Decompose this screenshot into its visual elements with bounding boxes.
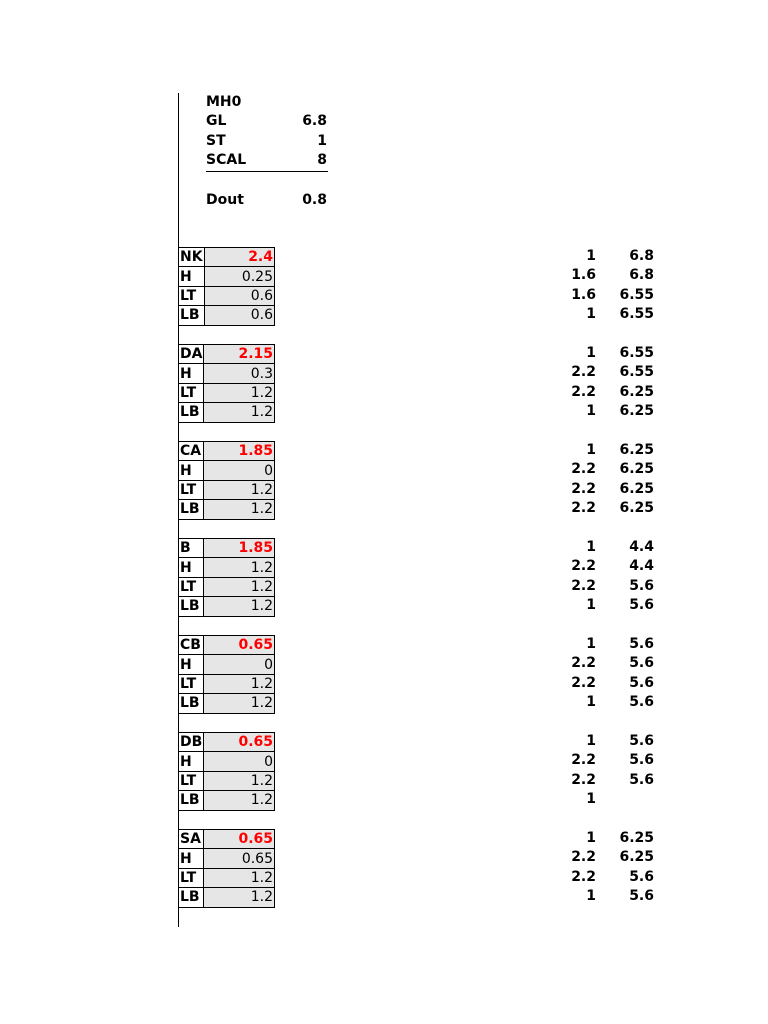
table-row: [179, 694, 275, 713]
coord-y: 5.6: [629, 636, 654, 652]
table-row: [179, 539, 275, 558]
coordinate-list: [560, 538, 656, 616]
coordinate-row: [560, 887, 656, 906]
coord-y: 6.55: [619, 306, 654, 323]
row-label: H: [179, 267, 205, 286]
value-cell[interactable]: 1.2: [204, 888, 275, 907]
row-label: H: [179, 558, 204, 577]
table-row: [179, 286, 275, 305]
value-cell[interactable]: 1.2: [204, 500, 275, 519]
row-label: LT: [179, 771, 204, 790]
value-cell[interactable]: 1.2: [204, 383, 275, 402]
row-label: LB: [179, 306, 205, 325]
coordinate-row: [560, 829, 656, 848]
coord-x: 1: [586, 306, 596, 323]
param-value: 8: [317, 152, 327, 169]
coord-x: 2.2: [571, 868, 596, 885]
coordinate-list: [560, 247, 656, 325]
table-row: [179, 364, 275, 383]
coord-y: 6.25: [619, 442, 654, 458]
table-row: [179, 733, 275, 752]
highlight-value-cell[interactable]: 2.4: [204, 248, 274, 267]
coordinate-row: [560, 654, 656, 673]
coord-y: 6.25: [619, 500, 654, 517]
coordinate-row: [560, 441, 656, 460]
coord-x: 2.2: [571, 752, 596, 769]
row-label: B: [179, 539, 204, 558]
param-value: 6.8: [302, 113, 327, 130]
coord-x: 2.2: [571, 577, 596, 594]
value-cell[interactable]: 0.3: [204, 364, 275, 383]
coord-y: 5.6: [629, 752, 654, 769]
row-label: CA: [179, 442, 204, 461]
coord-y: 5.6: [629, 888, 654, 905]
table-row: [179, 480, 275, 499]
coordinate-row: [560, 247, 656, 266]
coordinate-list: [560, 344, 656, 422]
table-row: [179, 383, 275, 402]
highlight-value-cell[interactable]: 1.85: [204, 442, 275, 461]
param-table: [178, 344, 275, 423]
coord-y: 6.25: [619, 480, 654, 497]
row-label: LT: [179, 480, 204, 499]
row-label: LT: [179, 674, 204, 693]
value-cell[interactable]: 0.25: [204, 267, 274, 286]
coordinate-list: [560, 441, 656, 519]
row-label: LB: [179, 791, 204, 810]
row-label: LT: [179, 868, 204, 887]
coordinate-row: [560, 693, 656, 712]
coordinate-row: [560, 460, 656, 479]
coordinate-row: [560, 402, 656, 421]
table-row: [179, 771, 275, 790]
coord-y: 5.6: [629, 771, 654, 788]
param-label: Dout: [206, 191, 244, 208]
param-table: [178, 732, 275, 811]
coordinate-row: [560, 557, 656, 576]
row-label: LB: [179, 403, 204, 422]
coord-x: 2.2: [571, 674, 596, 691]
value-cell[interactable]: 1.2: [204, 403, 275, 422]
coordinate-row: [560, 732, 656, 751]
coordinate-row: [560, 771, 656, 790]
coord-y: 5.6: [629, 597, 654, 614]
parameter-header: [206, 93, 328, 210]
value-cell[interactable]: 1.2: [204, 480, 275, 499]
coord-x: 2.2: [571, 849, 596, 866]
table-row: [179, 868, 275, 887]
table-row: [179, 655, 275, 674]
value-cell[interactable]: 1.2: [204, 558, 275, 577]
row-label: H: [179, 655, 204, 674]
table-row: [179, 267, 275, 286]
table-row: [179, 791, 275, 810]
coord-x: 1: [586, 345, 596, 361]
coord-y: 5.6: [629, 694, 654, 711]
coord-y: 5.6: [629, 577, 654, 594]
coordinate-row: [560, 868, 656, 887]
coordinate-row: [560, 499, 656, 518]
param-table: [178, 247, 275, 326]
coordinate-row: [560, 266, 656, 285]
row-label: NK: [180, 249, 203, 266]
coord-x: 1: [586, 694, 596, 711]
value-cell[interactable]: 1.2: [204, 868, 275, 887]
coord-x: 1: [586, 403, 596, 420]
coord-y: 4.4: [629, 558, 654, 575]
coord-x: 1: [586, 636, 596, 652]
value-cell[interactable]: 1.2: [204, 694, 275, 713]
table-row: [179, 558, 275, 577]
coordinate-row: [560, 848, 656, 867]
row-label: LT: [179, 383, 204, 402]
coord-y: 6.8: [629, 267, 654, 284]
coord-y: 6.25: [619, 830, 654, 846]
param-row-scal: [206, 151, 328, 171]
table-row: [179, 830, 275, 849]
value-cell[interactable]: 1.2: [204, 577, 275, 596]
param-value: 0.8: [302, 191, 327, 208]
coord-x: 2.2: [571, 461, 596, 478]
row-label: LB: [179, 694, 204, 713]
table-row: [179, 636, 275, 655]
coord-x: 2.2: [571, 655, 596, 672]
coordinate-row: [560, 790, 656, 809]
coord-x: 1: [586, 539, 596, 555]
coord-y: 5.6: [629, 868, 654, 885]
param-table: [178, 538, 275, 617]
coord-y: 4.4: [629, 539, 654, 555]
param-table: [178, 829, 275, 908]
coord-y: 6.25: [619, 403, 654, 420]
coord-y: 6.55: [619, 286, 654, 303]
value-cell[interactable]: 1.2: [204, 791, 275, 810]
coordinate-row: [560, 305, 656, 324]
row-label: H: [179, 849, 204, 868]
highlight-value-cell[interactable]: 0.65: [204, 733, 275, 752]
table-row: [179, 597, 275, 616]
coord-y: 6.8: [629, 248, 654, 264]
coord-y: 6.25: [619, 849, 654, 866]
coord-y: 5.6: [629, 733, 654, 749]
row-label: CB: [179, 636, 204, 655]
param-label: ST: [206, 132, 226, 149]
param-label: GL: [206, 113, 227, 130]
value-cell[interactable]: 1.2: [204, 674, 275, 693]
value-cell[interactable]: 0: [204, 461, 275, 480]
highlight-value-cell[interactable]: 1.85: [204, 539, 275, 558]
coord-x: 1: [586, 597, 596, 614]
coordinate-row: [560, 635, 656, 654]
coordinate-row: [560, 344, 656, 363]
row-label: LB: [179, 597, 204, 616]
coordinate-row: [560, 480, 656, 499]
coord-y: 6.25: [619, 461, 654, 478]
highlight-value-cell[interactable]: 0.65: [204, 830, 275, 849]
coordinate-row: [560, 383, 656, 402]
table-row: [179, 461, 275, 480]
value-cell[interactable]: 0: [204, 752, 275, 771]
coord-y: 6.55: [619, 364, 654, 381]
coord-y: 5.6: [629, 655, 654, 672]
coordinate-list: [560, 732, 656, 810]
coord-x: 1: [586, 733, 596, 749]
table-row: [179, 888, 275, 907]
row-label: SA: [179, 830, 204, 849]
row-label: H: [179, 461, 204, 480]
highlight-value-cell[interactable]: 2.15: [204, 345, 275, 364]
sheet-title: MH0: [206, 94, 242, 110]
row-label: LB: [179, 500, 204, 519]
table-row: [179, 577, 275, 596]
coordinate-list: [560, 829, 656, 907]
coord-x: 1: [586, 791, 596, 808]
value-cell[interactable]: 1.2: [204, 597, 275, 616]
row-label: LT: [179, 286, 205, 305]
table-row: [179, 500, 275, 519]
coordinate-row: [560, 286, 656, 305]
coord-x: 1.6: [571, 286, 596, 303]
coordinate-row: [560, 363, 656, 382]
param-row-st: [206, 132, 328, 151]
coord-x: 2.2: [571, 771, 596, 788]
spacer: [206, 172, 328, 191]
table-row: [179, 674, 275, 693]
coordinate-list: [560, 635, 656, 713]
table-row: [179, 306, 275, 325]
highlight-value-cell[interactable]: 0.65: [204, 636, 275, 655]
coord-x: 1: [586, 248, 596, 264]
coord-x: 1: [586, 888, 596, 905]
coord-y: 6.25: [619, 383, 654, 400]
value-cell[interactable]: 0.6: [204, 306, 274, 325]
table-row: [179, 442, 275, 461]
coordinate-row: [560, 674, 656, 693]
value-cell[interactable]: 0.65: [204, 849, 275, 868]
row-label: LB: [179, 888, 204, 907]
coordinate-row: [560, 538, 656, 557]
param-value: 1: [317, 132, 327, 149]
coord-y: 5.6: [629, 674, 654, 691]
coord-x: 2.2: [571, 558, 596, 575]
param-row-dout: [206, 191, 328, 210]
row-label: DB: [180, 734, 203, 751]
row-label: LT: [179, 577, 204, 596]
row-label: H: [179, 364, 204, 383]
table-row: [179, 345, 275, 364]
coord-x: 1: [586, 830, 596, 846]
coord-x: 2.2: [571, 500, 596, 517]
coordinate-row: [560, 751, 656, 770]
coord-x: 2.2: [571, 480, 596, 497]
coord-y: 6.55: [619, 345, 654, 361]
table-row: [179, 403, 275, 422]
param-row-gl: [206, 112, 328, 131]
coordinate-row: [560, 577, 656, 596]
param-table: [178, 635, 275, 714]
value-cell[interactable]: 0.6: [204, 286, 274, 305]
coord-x: 2.2: [571, 364, 596, 381]
param-label: SCAL: [206, 152, 247, 169]
table-row: [179, 849, 275, 868]
row-label: DA: [180, 346, 203, 363]
value-cell[interactable]: 1.2: [204, 771, 275, 790]
row-label: H: [179, 752, 204, 771]
table-row: [179, 752, 275, 771]
coordinate-row: [560, 596, 656, 615]
value-cell[interactable]: 0: [204, 655, 275, 674]
coord-x: 1: [586, 442, 596, 458]
coord-x: 1.6: [571, 267, 596, 284]
table-row: [179, 248, 275, 267]
coord-x: 2.2: [571, 383, 596, 400]
param-table: [178, 441, 275, 520]
